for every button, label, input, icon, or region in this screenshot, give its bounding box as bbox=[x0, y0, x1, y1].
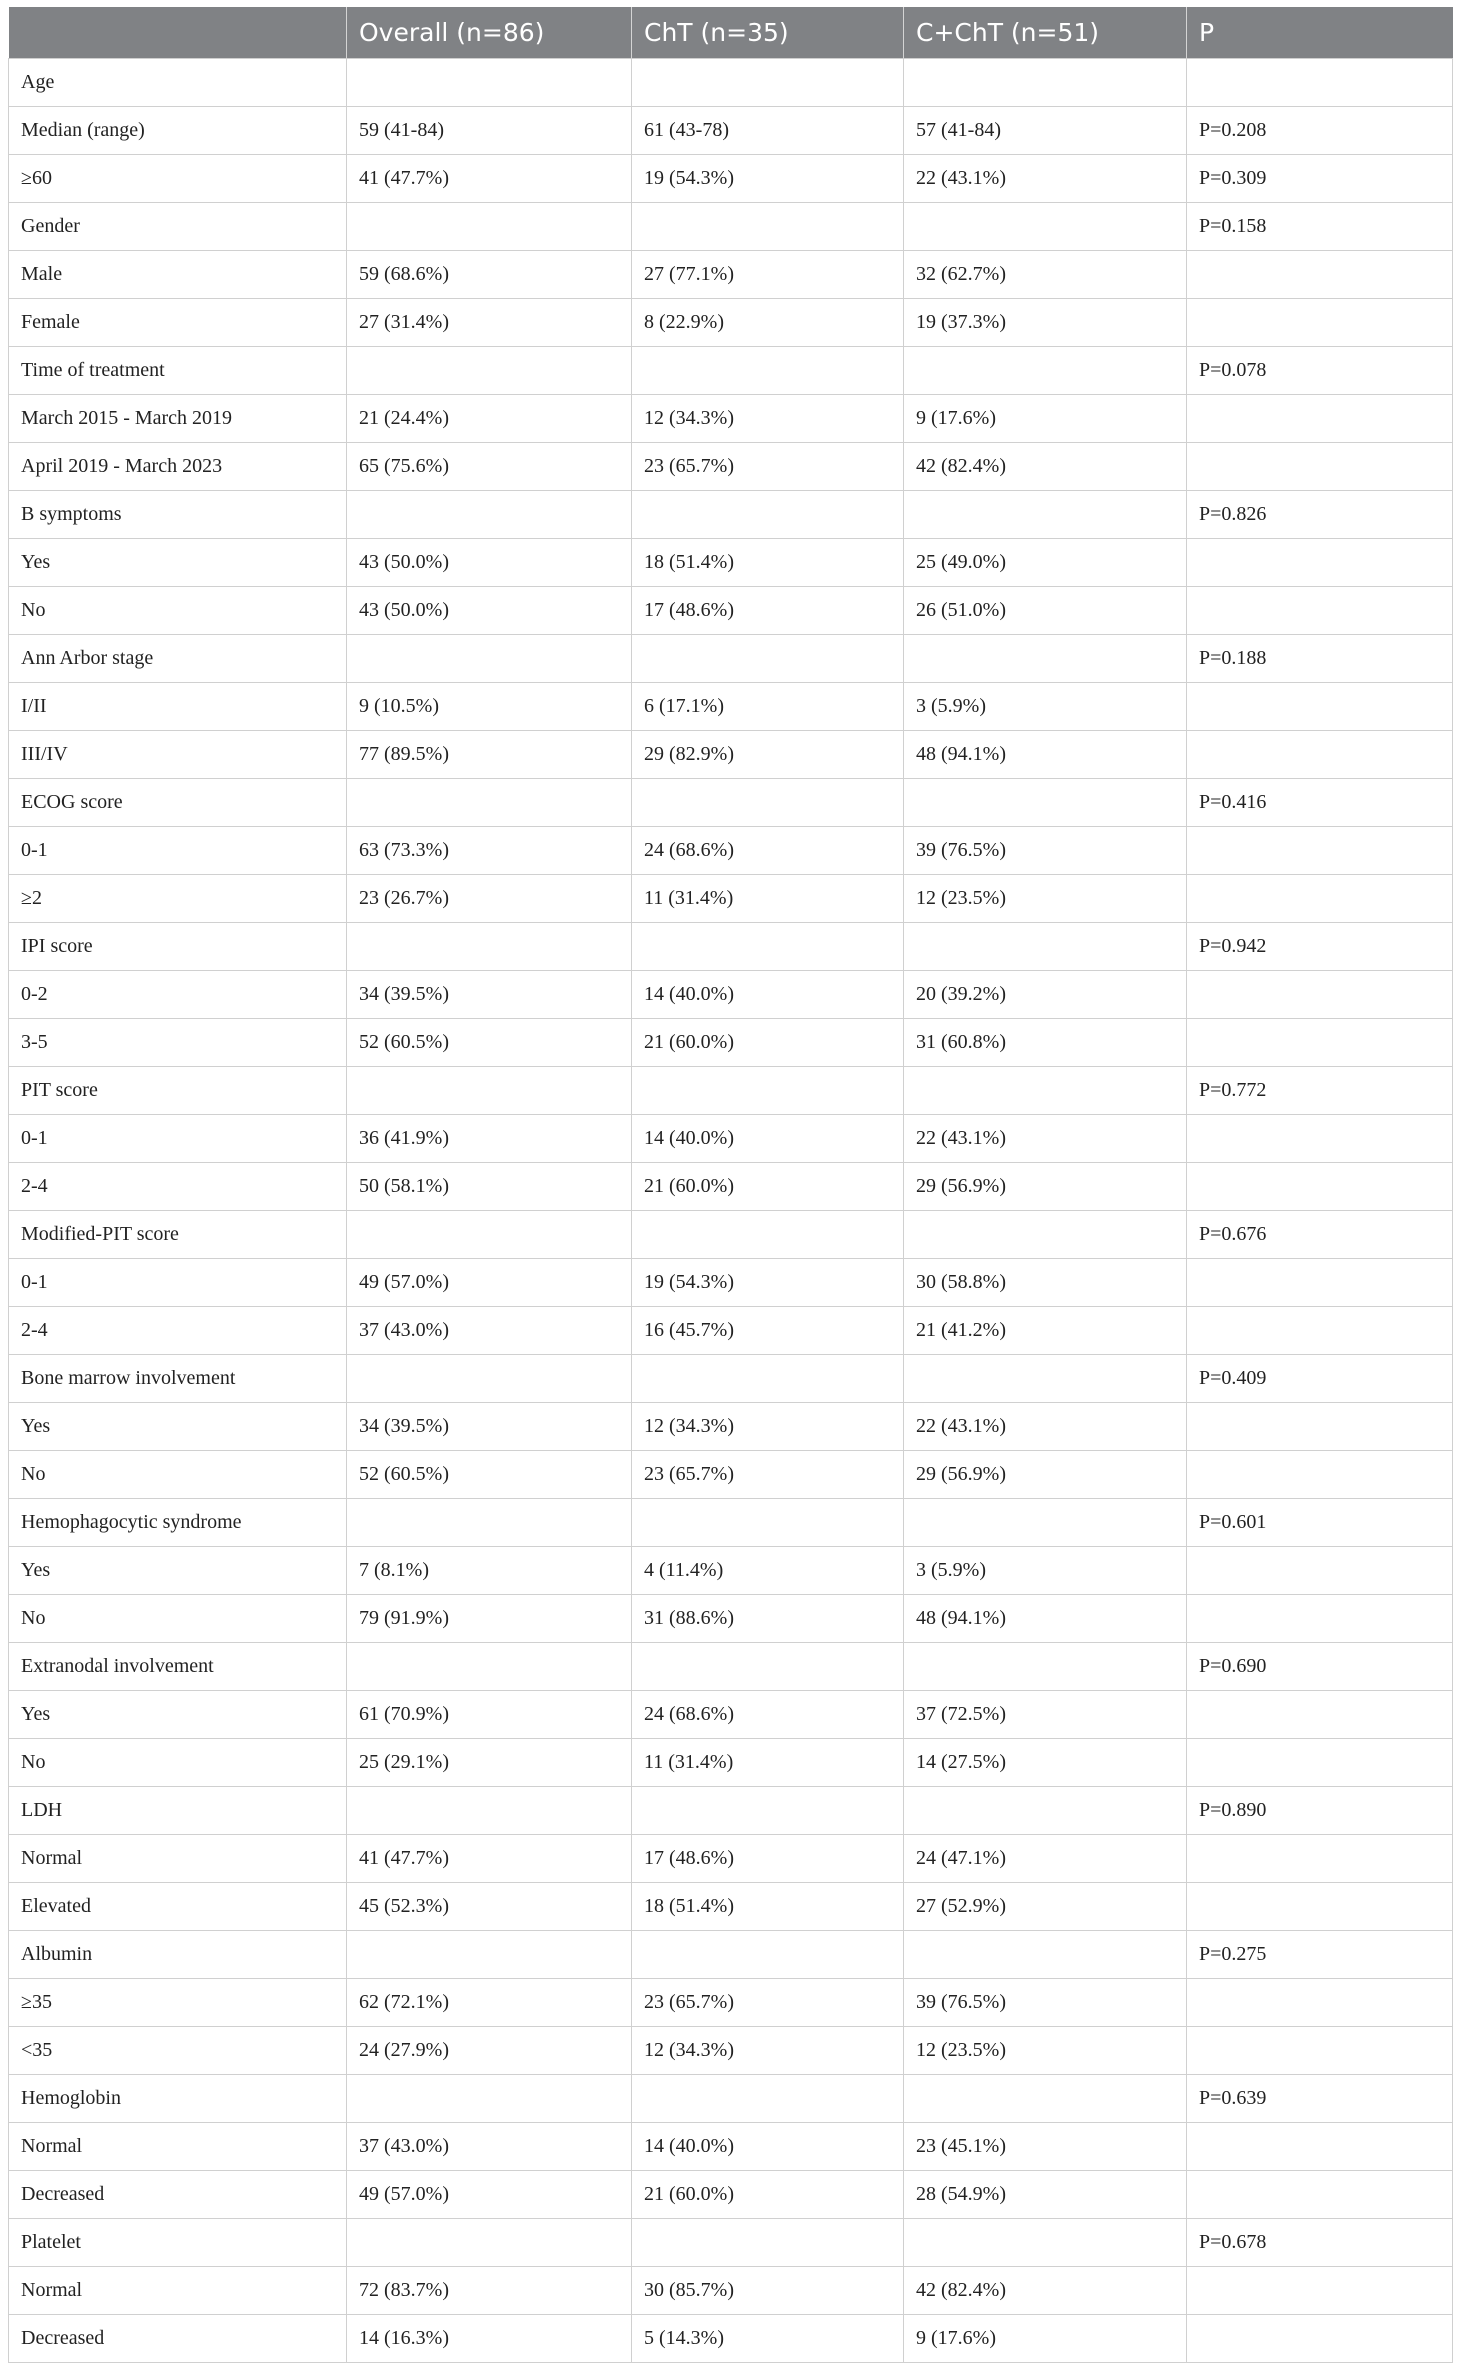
overall-cell: 27 (31.4%) bbox=[347, 299, 632, 347]
row-label-cell: 2-4 bbox=[9, 1307, 347, 1355]
row-label-cell: 3-5 bbox=[9, 1019, 347, 1067]
p-value-cell bbox=[1187, 683, 1453, 731]
ccht-cell bbox=[904, 1067, 1187, 1115]
ccht-cell bbox=[904, 1931, 1187, 1979]
p-value-cell: P=0.208 bbox=[1187, 107, 1453, 155]
row-label-cell: Albumin bbox=[9, 1931, 347, 1979]
ccht-cell bbox=[904, 2075, 1187, 2123]
p-value-cell bbox=[1187, 1739, 1453, 1787]
cht-cell: 21 (60.0%) bbox=[632, 1163, 904, 1211]
table-group-row bbox=[9, 1787, 1453, 1835]
overall-cell: 72 (83.7%) bbox=[347, 2267, 632, 2315]
p-value-cell bbox=[1187, 1883, 1453, 1931]
cht-cell bbox=[632, 779, 904, 827]
p-value-cell: P=0.409 bbox=[1187, 1355, 1453, 1403]
row-label-cell: Female bbox=[9, 299, 347, 347]
cht-cell bbox=[632, 923, 904, 971]
ccht-cell: 57 (41-84) bbox=[904, 107, 1187, 155]
cht-cell: 11 (31.4%) bbox=[632, 1739, 904, 1787]
p-value-cell bbox=[1187, 731, 1453, 779]
table-row bbox=[9, 683, 1453, 731]
overall-cell bbox=[347, 923, 632, 971]
table-body bbox=[9, 59, 1453, 2363]
p-value-cell: P=0.275 bbox=[1187, 1931, 1453, 1979]
table-row bbox=[9, 251, 1453, 299]
row-label-cell: B symptoms bbox=[9, 491, 347, 539]
ccht-cell: 25 (49.0%) bbox=[904, 539, 1187, 587]
cht-cell bbox=[632, 1067, 904, 1115]
ccht-cell: 9 (17.6%) bbox=[904, 395, 1187, 443]
ccht-cell: 3 (5.9%) bbox=[904, 683, 1187, 731]
overall-cell: 43 (50.0%) bbox=[347, 587, 632, 635]
row-label-cell: Normal bbox=[9, 2267, 347, 2315]
p-value-cell: P=0.690 bbox=[1187, 1643, 1453, 1691]
p-value-cell: P=0.601 bbox=[1187, 1499, 1453, 1547]
row-label-cell: Age bbox=[9, 59, 347, 107]
row-label-cell: ≥2 bbox=[9, 875, 347, 923]
row-label-cell: ≥60 bbox=[9, 155, 347, 203]
table-row bbox=[9, 1835, 1453, 1883]
p-value-cell bbox=[1187, 395, 1453, 443]
row-label-cell: No bbox=[9, 1739, 347, 1787]
cht-cell: 31 (88.6%) bbox=[632, 1595, 904, 1643]
table-row bbox=[9, 587, 1453, 635]
ccht-cell: 26 (51.0%) bbox=[904, 587, 1187, 635]
p-value-cell bbox=[1187, 827, 1453, 875]
table-row bbox=[9, 731, 1453, 779]
table-group-row bbox=[9, 1355, 1453, 1403]
overall-cell bbox=[347, 1499, 632, 1547]
cht-cell bbox=[632, 1499, 904, 1547]
table-group-row bbox=[9, 779, 1453, 827]
p-value-cell: P=0.309 bbox=[1187, 155, 1453, 203]
table-row bbox=[9, 1163, 1453, 1211]
baseline-characteristics-table bbox=[8, 7, 1452, 2363]
ccht-cell: 23 (45.1%) bbox=[904, 2123, 1187, 2171]
p-value-cell bbox=[1187, 443, 1453, 491]
overall-cell: 63 (73.3%) bbox=[347, 827, 632, 875]
overall-cell: 61 (70.9%) bbox=[347, 1691, 632, 1739]
row-label-cell: PIT score bbox=[9, 1067, 347, 1115]
p-value-cell bbox=[1187, 1451, 1453, 1499]
table-row bbox=[9, 1019, 1453, 1067]
p-value-cell bbox=[1187, 2123, 1453, 2171]
ccht-cell bbox=[904, 923, 1187, 971]
header-cell-cht: ChT (n=35) bbox=[632, 7, 904, 59]
row-label-cell: 2-4 bbox=[9, 1163, 347, 1211]
overall-cell: 49 (57.0%) bbox=[347, 1259, 632, 1307]
overall-cell bbox=[347, 2219, 632, 2267]
cht-cell bbox=[632, 203, 904, 251]
overall-cell: 41 (47.7%) bbox=[347, 1835, 632, 1883]
cht-cell: 11 (31.4%) bbox=[632, 875, 904, 923]
row-label-cell: Hemoglobin bbox=[9, 2075, 347, 2123]
ccht-cell: 22 (43.1%) bbox=[904, 155, 1187, 203]
cht-cell: 24 (68.6%) bbox=[632, 827, 904, 875]
p-value-cell: P=0.676 bbox=[1187, 1211, 1453, 1259]
row-label-cell: Male bbox=[9, 251, 347, 299]
ccht-cell: 48 (94.1%) bbox=[904, 1595, 1187, 1643]
p-value-cell: P=0.826 bbox=[1187, 491, 1453, 539]
p-value-cell: P=0.188 bbox=[1187, 635, 1453, 683]
overall-cell bbox=[347, 59, 632, 107]
overall-cell: 77 (89.5%) bbox=[347, 731, 632, 779]
row-label-cell: Ann Arbor stage bbox=[9, 635, 347, 683]
cht-cell: 14 (40.0%) bbox=[632, 1115, 904, 1163]
ccht-cell: 9 (17.6%) bbox=[904, 2315, 1187, 2363]
table-group-row bbox=[9, 1211, 1453, 1259]
cht-cell bbox=[632, 1211, 904, 1259]
overall-cell: 52 (60.5%) bbox=[347, 1451, 632, 1499]
row-label-cell: LDH bbox=[9, 1787, 347, 1835]
ccht-cell: 29 (56.9%) bbox=[904, 1451, 1187, 1499]
row-label-cell: Normal bbox=[9, 1835, 347, 1883]
cht-cell: 23 (65.7%) bbox=[632, 443, 904, 491]
table-row bbox=[9, 1451, 1453, 1499]
row-label-cell: No bbox=[9, 1595, 347, 1643]
ccht-cell bbox=[904, 1643, 1187, 1691]
table-row bbox=[9, 2027, 1453, 2075]
ccht-cell bbox=[904, 59, 1187, 107]
row-label-cell: ≥35 bbox=[9, 1979, 347, 2027]
cht-cell: 19 (54.3%) bbox=[632, 1259, 904, 1307]
overall-cell: 7 (8.1%) bbox=[347, 1547, 632, 1595]
overall-cell bbox=[347, 1787, 632, 1835]
overall-cell: 41 (47.7%) bbox=[347, 155, 632, 203]
cht-cell: 17 (48.6%) bbox=[632, 1835, 904, 1883]
row-label-cell: ECOG score bbox=[9, 779, 347, 827]
ccht-cell: 39 (76.5%) bbox=[904, 827, 1187, 875]
p-value-cell: P=0.639 bbox=[1187, 2075, 1453, 2123]
cht-cell bbox=[632, 1931, 904, 1979]
overall-cell bbox=[347, 1211, 632, 1259]
header-cell-label bbox=[9, 7, 347, 59]
ccht-cell bbox=[904, 1355, 1187, 1403]
table-group-row bbox=[9, 1643, 1453, 1691]
table-row bbox=[9, 299, 1453, 347]
overall-cell bbox=[347, 779, 632, 827]
overall-cell: 9 (10.5%) bbox=[347, 683, 632, 731]
overall-cell: 37 (43.0%) bbox=[347, 1307, 632, 1355]
p-value-cell bbox=[1187, 2171, 1453, 2219]
header-row bbox=[9, 7, 1453, 59]
cht-cell: 8 (22.9%) bbox=[632, 299, 904, 347]
p-value-cell bbox=[1187, 1259, 1453, 1307]
cht-cell bbox=[632, 1643, 904, 1691]
overall-cell: 50 (58.1%) bbox=[347, 1163, 632, 1211]
cht-cell: 14 (40.0%) bbox=[632, 2123, 904, 2171]
table-row bbox=[9, 827, 1453, 875]
overall-cell: 65 (75.6%) bbox=[347, 443, 632, 491]
cht-cell: 5 (14.3%) bbox=[632, 2315, 904, 2363]
table-group-row bbox=[9, 635, 1453, 683]
overall-cell bbox=[347, 1931, 632, 1979]
table-group-row bbox=[9, 59, 1453, 107]
overall-cell bbox=[347, 491, 632, 539]
cht-cell: 12 (34.3%) bbox=[632, 2027, 904, 2075]
ccht-cell: 12 (23.5%) bbox=[904, 875, 1187, 923]
table-row bbox=[9, 2171, 1453, 2219]
data-table bbox=[8, 7, 1453, 2363]
cht-cell bbox=[632, 1787, 904, 1835]
table-row bbox=[9, 2315, 1453, 2363]
table-row bbox=[9, 1307, 1453, 1355]
cht-cell bbox=[632, 2075, 904, 2123]
p-value-cell bbox=[1187, 971, 1453, 1019]
row-label-cell: Median (range) bbox=[9, 107, 347, 155]
table-group-row bbox=[9, 2075, 1453, 2123]
row-label-cell: Hemophagocytic syndrome bbox=[9, 1499, 347, 1547]
row-label-cell: III/IV bbox=[9, 731, 347, 779]
overall-cell: 24 (27.9%) bbox=[347, 2027, 632, 2075]
overall-cell bbox=[347, 1067, 632, 1115]
ccht-cell bbox=[904, 779, 1187, 827]
cht-cell: 21 (60.0%) bbox=[632, 1019, 904, 1067]
row-label-cell: Platelet bbox=[9, 2219, 347, 2267]
overall-cell: 25 (29.1%) bbox=[347, 1739, 632, 1787]
p-value-cell: P=0.158 bbox=[1187, 203, 1453, 251]
ccht-cell bbox=[904, 635, 1187, 683]
table-group-row bbox=[9, 203, 1453, 251]
overall-cell bbox=[347, 635, 632, 683]
p-value-cell bbox=[1187, 1979, 1453, 2027]
p-value-cell bbox=[1187, 539, 1453, 587]
cht-cell: 6 (17.1%) bbox=[632, 683, 904, 731]
row-label-cell: 0-1 bbox=[9, 1115, 347, 1163]
p-value-cell: P=0.416 bbox=[1187, 779, 1453, 827]
p-value-cell bbox=[1187, 251, 1453, 299]
row-label-cell: Yes bbox=[9, 1547, 347, 1595]
ccht-cell bbox=[904, 203, 1187, 251]
table-row bbox=[9, 1259, 1453, 1307]
ccht-cell bbox=[904, 1499, 1187, 1547]
ccht-cell bbox=[904, 491, 1187, 539]
table-row bbox=[9, 395, 1453, 443]
overall-cell bbox=[347, 347, 632, 395]
ccht-cell: 14 (27.5%) bbox=[904, 1739, 1187, 1787]
overall-cell: 59 (41-84) bbox=[347, 107, 632, 155]
cht-cell: 12 (34.3%) bbox=[632, 1403, 904, 1451]
table-row bbox=[9, 1403, 1453, 1451]
cht-cell: 29 (82.9%) bbox=[632, 731, 904, 779]
table-row bbox=[9, 2267, 1453, 2315]
table-row bbox=[9, 2123, 1453, 2171]
table-row bbox=[9, 443, 1453, 491]
overall-cell: 62 (72.1%) bbox=[347, 1979, 632, 2027]
table-row bbox=[9, 971, 1453, 1019]
p-value-cell bbox=[1187, 1307, 1453, 1355]
table-row bbox=[9, 875, 1453, 923]
cht-cell: 61 (43-78) bbox=[632, 107, 904, 155]
p-value-cell bbox=[1187, 1019, 1453, 1067]
table-group-row bbox=[9, 1931, 1453, 1979]
cht-cell: 30 (85.7%) bbox=[632, 2267, 904, 2315]
p-value-cell bbox=[1187, 1115, 1453, 1163]
row-label-cell: 0-2 bbox=[9, 971, 347, 1019]
p-value-cell bbox=[1187, 1691, 1453, 1739]
p-value-cell: P=0.890 bbox=[1187, 1787, 1453, 1835]
overall-cell bbox=[347, 203, 632, 251]
row-label-cell: No bbox=[9, 1451, 347, 1499]
cht-cell: 17 (48.6%) bbox=[632, 587, 904, 635]
ccht-cell: 32 (62.7%) bbox=[904, 251, 1187, 299]
cht-cell: 24 (68.6%) bbox=[632, 1691, 904, 1739]
p-value-cell bbox=[1187, 1403, 1453, 1451]
header-cell-overall: Overall (n=86) bbox=[347, 7, 632, 59]
cht-cell bbox=[632, 1355, 904, 1403]
p-value-cell bbox=[1187, 1595, 1453, 1643]
header-cell-p: P bbox=[1187, 7, 1453, 59]
ccht-cell: 22 (43.1%) bbox=[904, 1403, 1187, 1451]
ccht-cell: 48 (94.1%) bbox=[904, 731, 1187, 779]
overall-cell: 14 (16.3%) bbox=[347, 2315, 632, 2363]
row-label-cell: I/II bbox=[9, 683, 347, 731]
ccht-cell: 30 (58.8%) bbox=[904, 1259, 1187, 1307]
overall-cell: 59 (68.6%) bbox=[347, 251, 632, 299]
ccht-cell: 20 (39.2%) bbox=[904, 971, 1187, 1019]
cht-cell bbox=[632, 491, 904, 539]
table-row bbox=[9, 1691, 1453, 1739]
cht-cell: 12 (34.3%) bbox=[632, 395, 904, 443]
table-row bbox=[9, 539, 1453, 587]
overall-cell: 36 (41.9%) bbox=[347, 1115, 632, 1163]
row-label-cell: Elevated bbox=[9, 1883, 347, 1931]
overall-cell: 49 (57.0%) bbox=[347, 2171, 632, 2219]
row-label-cell: No bbox=[9, 587, 347, 635]
p-value-cell bbox=[1187, 587, 1453, 635]
row-label-cell: Yes bbox=[9, 1691, 347, 1739]
table-group-row bbox=[9, 2219, 1453, 2267]
ccht-cell: 19 (37.3%) bbox=[904, 299, 1187, 347]
row-label-cell: Extranodal involvement bbox=[9, 1643, 347, 1691]
row-label-cell: Yes bbox=[9, 539, 347, 587]
table-group-row bbox=[9, 347, 1453, 395]
p-value-cell bbox=[1187, 1835, 1453, 1883]
overall-cell bbox=[347, 1643, 632, 1691]
ccht-cell bbox=[904, 1787, 1187, 1835]
row-label-cell: Time of treatment bbox=[9, 347, 347, 395]
cht-cell bbox=[632, 59, 904, 107]
table-group-row bbox=[9, 1499, 1453, 1547]
table-row bbox=[9, 107, 1453, 155]
header-cell-ccht: C+ChT (n=51) bbox=[904, 7, 1187, 59]
overall-cell: 23 (26.7%) bbox=[347, 875, 632, 923]
row-label-cell: Decreased bbox=[9, 2315, 347, 2363]
overall-cell: 52 (60.5%) bbox=[347, 1019, 632, 1067]
overall-cell: 43 (50.0%) bbox=[347, 539, 632, 587]
table-row bbox=[9, 1979, 1453, 2027]
table-row bbox=[9, 155, 1453, 203]
row-label-cell: Bone marrow involvement bbox=[9, 1355, 347, 1403]
cht-cell: 23 (65.7%) bbox=[632, 1451, 904, 1499]
table-header bbox=[9, 7, 1453, 59]
overall-cell: 34 (39.5%) bbox=[347, 1403, 632, 1451]
ccht-cell: 39 (76.5%) bbox=[904, 1979, 1187, 2027]
table-row bbox=[9, 1595, 1453, 1643]
overall-cell: 37 (43.0%) bbox=[347, 2123, 632, 2171]
p-value-cell: P=0.772 bbox=[1187, 1067, 1453, 1115]
p-value-cell: P=0.942 bbox=[1187, 923, 1453, 971]
cht-cell: 23 (65.7%) bbox=[632, 1979, 904, 2027]
table-row bbox=[9, 1739, 1453, 1787]
p-value-cell: P=0.078 bbox=[1187, 347, 1453, 395]
ccht-cell: 37 (72.5%) bbox=[904, 1691, 1187, 1739]
table-group-row bbox=[9, 923, 1453, 971]
ccht-cell: 31 (60.8%) bbox=[904, 1019, 1187, 1067]
table-row bbox=[9, 1547, 1453, 1595]
overall-cell: 45 (52.3%) bbox=[347, 1883, 632, 1931]
ccht-cell: 27 (52.9%) bbox=[904, 1883, 1187, 1931]
table-row bbox=[9, 1883, 1453, 1931]
ccht-cell: 28 (54.9%) bbox=[904, 2171, 1187, 2219]
cht-cell bbox=[632, 347, 904, 395]
table-group-row bbox=[9, 491, 1453, 539]
p-value-cell bbox=[1187, 59, 1453, 107]
cht-cell bbox=[632, 635, 904, 683]
p-value-cell bbox=[1187, 875, 1453, 923]
row-label-cell: Gender bbox=[9, 203, 347, 251]
ccht-cell: 42 (82.4%) bbox=[904, 443, 1187, 491]
overall-cell: 21 (24.4%) bbox=[347, 395, 632, 443]
cht-cell bbox=[632, 2219, 904, 2267]
row-label-cell: Normal bbox=[9, 2123, 347, 2171]
cht-cell: 18 (51.4%) bbox=[632, 1883, 904, 1931]
cht-cell: 27 (77.1%) bbox=[632, 251, 904, 299]
row-label-cell: Modified-PIT score bbox=[9, 1211, 347, 1259]
row-label-cell: Yes bbox=[9, 1403, 347, 1451]
overall-cell bbox=[347, 1355, 632, 1403]
cht-cell: 4 (11.4%) bbox=[632, 1547, 904, 1595]
ccht-cell: 29 (56.9%) bbox=[904, 1163, 1187, 1211]
p-value-cell bbox=[1187, 2315, 1453, 2363]
row-label-cell: March 2015 - March 2019 bbox=[9, 395, 347, 443]
cht-cell: 18 (51.4%) bbox=[632, 539, 904, 587]
p-value-cell: P=0.678 bbox=[1187, 2219, 1453, 2267]
p-value-cell bbox=[1187, 299, 1453, 347]
p-value-cell bbox=[1187, 2267, 1453, 2315]
row-label-cell: <35 bbox=[9, 2027, 347, 2075]
overall-cell: 79 (91.9%) bbox=[347, 1595, 632, 1643]
row-label-cell: April 2019 - March 2023 bbox=[9, 443, 347, 491]
ccht-cell: 24 (47.1%) bbox=[904, 1835, 1187, 1883]
ccht-cell bbox=[904, 2219, 1187, 2267]
p-value-cell bbox=[1187, 2027, 1453, 2075]
overall-cell bbox=[347, 2075, 632, 2123]
cht-cell: 16 (45.7%) bbox=[632, 1307, 904, 1355]
ccht-cell bbox=[904, 1211, 1187, 1259]
row-label-cell: IPI score bbox=[9, 923, 347, 971]
cht-cell: 21 (60.0%) bbox=[632, 2171, 904, 2219]
ccht-cell: 22 (43.1%) bbox=[904, 1115, 1187, 1163]
row-label-cell: 0-1 bbox=[9, 1259, 347, 1307]
row-label-cell: Decreased bbox=[9, 2171, 347, 2219]
table-group-row bbox=[9, 1067, 1453, 1115]
ccht-cell: 42 (82.4%) bbox=[904, 2267, 1187, 2315]
row-label-cell: 0-1 bbox=[9, 827, 347, 875]
ccht-cell: 3 (5.9%) bbox=[904, 1547, 1187, 1595]
p-value-cell bbox=[1187, 1547, 1453, 1595]
ccht-cell: 21 (41.2%) bbox=[904, 1307, 1187, 1355]
ccht-cell bbox=[904, 347, 1187, 395]
p-value-cell bbox=[1187, 1163, 1453, 1211]
cht-cell: 14 (40.0%) bbox=[632, 971, 904, 1019]
ccht-cell: 12 (23.5%) bbox=[904, 2027, 1187, 2075]
overall-cell: 34 (39.5%) bbox=[347, 971, 632, 1019]
table-row bbox=[9, 1115, 1453, 1163]
cht-cell: 19 (54.3%) bbox=[632, 155, 904, 203]
